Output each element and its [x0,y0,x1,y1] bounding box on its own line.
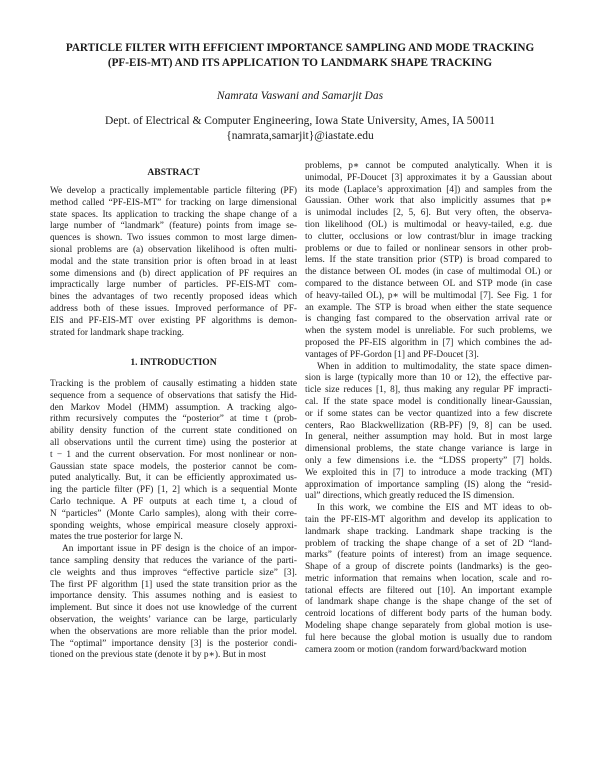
text-line: vantages of PF-Gordon [1] and PF-Doucet [3]. [305,349,479,360]
text-line: importance density. This assumes nothing and is easiest to [50,591,297,602]
department: Dept. of Electrical & Computer Engineering, Iowa State University, Ames, IA 50011 [104,115,496,127]
paragraph [50,379,297,544]
text-line: When in addition to multimodality, the state space dimen- [317,361,552,372]
text-line: The first PF algorithm [1] used the state transition prior as the [50,579,297,590]
text-line: approximation of importance sampling (IS) along the “resid- [305,479,552,490]
text-line: dimensional problems, the state change variance is large in [305,444,552,455]
email: {namrata,samarjit}@iastate.edu [226,129,374,142]
text-line: to clutter, occlusions or low contrast/blur in image tracking [305,231,552,242]
text-line: EIS and PF-EIS-MT over existing PF algorithms is demon- [50,315,297,326]
text-line: Gaussian state space models, the posterior cannot be com- [50,461,297,472]
paper-title [20,41,580,71]
text-line: all observations until the current time) using the posterior at [50,437,297,448]
text-line: method called “PF-EIS-MT” for tracking on large dimensional [50,197,297,208]
text-line: puted analytically. But, it can be efficiently approximated us- [50,473,297,484]
text-line: We exploited this in [7] to introduce a mode tracking (MT) [305,467,552,478]
text-line: camera zoom or motion (random forward/backward motion [305,644,527,655]
text-line: problems or due to failed or nonlinear sensors in other prob- [305,243,552,254]
text-line: centers, Rao Blackwellization (RB-PF) [9, 8] can be used. [305,420,552,431]
text-line: Shape of a group of discrete points (landmarks) is the geo- [305,562,552,573]
text-line: implement. But since it does not use knowledge of the current [50,603,297,614]
text-line: ability density function of the current state conditioned on [50,426,297,437]
text-line: large number of “landmark” (feature) points from image se- [50,221,297,232]
text-line: when the system model is unreliable. For such problems, we [305,326,552,337]
title-line: (PF-EIS-MT) AND ITS APPLICATION TO LANDMARK SHAPE TRACKING [107,57,493,69]
text-line: an example. The STP is broad when either the state sequence [305,302,552,313]
text-line: sional problems are (a) observation likelihood is often multi- [50,244,297,255]
text-line: ing the particle filter (PF) [1, 2] which is a sequential Monte [50,485,297,496]
text-line: state spaces. Its application to tracking the shape change of a [50,209,297,220]
text-line: quences is shown. Two issues common to most large dimen- [50,233,297,244]
text-line: Tracking is the problem of causally estimating a hidden state [50,379,297,389]
paragraph [50,544,297,662]
text-line: its mode (Laplace’s approximation [4]) and samples from the [305,184,552,195]
text-line: rithm recursively computes the “posterior” at time t (prob- [50,414,297,425]
text-line: metric information that remains when location, scale and ro- [305,573,552,584]
introduction-heading: 1. INTRODUCTION [130,357,217,368]
text-line: In this work, we combine the EIS and MT ideas to ob- [317,503,552,514]
text-line: cle weights and thus improves “effective particle size” [3]. [50,567,297,578]
paragraph [305,503,552,656]
text-line: ticle size reduces [1, 8], thus making any regular PF impracti- [305,385,552,396]
abstract-heading: ABSTRACT [147,167,200,178]
affiliation [0,114,600,143]
text-line: sion is large (typically more than 10 or 12), the effective par- [305,373,552,384]
text-line: some dimensions and (b) direct application of PF requires an [50,268,297,279]
text-line: N “particles” (Monte Carlo samples), along with their corre- [50,508,297,519]
text-line: tioned on the previous state (denote it by p∗). But in most [50,650,266,661]
text-line: tance sampling density that reduces the variance of the parti- [50,555,297,566]
text-line: landmark shape tracking. Landmark shape tracking is the [305,526,552,537]
text-line: Gaussian. Other work that also implicitly assumes that p∗ [305,196,552,207]
abstract-body [50,186,297,339]
text-line: problem of tracking the shape change of a set of 2D “land- [305,538,552,549]
text-line: We develop a practically implementable particle filtering (PF) [50,186,297,196]
text-line: tion likelihood (OL) is multimodal or heavy-tailed, e.g. due [305,219,552,230]
text-line: address both of these issues. Improved performance of PF- [50,303,297,314]
text-line: ual” directions, which greatly reduced the IS dimension. [305,491,515,502]
text-line: mates the true posterior for large N. [50,532,183,543]
text-line: bines the advantages of two recently proposed ideas which [50,292,297,303]
text-line: lems. If the state transition prior (STP) is broad compared to [305,255,552,266]
authors: Namrata Vaswani and Samarjit Das [216,90,384,102]
text-line: The “optimal” importance density [3] is the posterior condi- [50,638,297,649]
text-line: impractically large number of particles. PF-EIS-MT com- [50,280,297,291]
text-line: is changing fast compared to the observation arrival rate or [305,314,552,325]
text-line: ful here because the global motion is usually due to random [305,632,552,643]
text-line: t − 1 and the current observation. For most nonlinear or non- [50,449,297,460]
text-line: problems, p∗ cannot be computed analytically. When it is [305,161,552,171]
text-line: observation, the weights’ variance can be large, particularly [50,614,297,625]
text-line: Carlo technique. A PF outputs at each time t, a cloud of [50,496,297,507]
text-line: An important issue in PF design is the choice of an impor- [62,544,297,555]
introduction-left-column [50,379,297,662]
text-line: modal and the state transition prior is often broad in at least [50,256,297,267]
text-line: marks” (feature points of interest) from an image sequence. [305,550,552,561]
paragraph [305,161,552,362]
text-line: or if some states can be vector quantized into a few discrete [305,408,552,419]
text-line: sponding weights, whose empirical measure closely approxi- [50,520,297,531]
text-line: is unimodal includes [2, 5, 6]. But very often, the observa- [305,208,552,219]
text-line: tational effects are filtered out [10]. An important example [305,585,552,596]
text-line: proposed the PF-EIS algorithm in [7] which combines the ad- [305,337,552,348]
text-line: when the observations are more reliable than the prior model. [50,626,297,637]
text-line: sequence from a sequence of observations that satisfy the Hid- [50,390,297,401]
paragraph [50,186,297,339]
text-line: only a few dimensions i.e. the “LDSS property” [7] holds. [305,455,552,466]
title-line: PARTICLE FILTER WITH EFFICIENT IMPORTANCE SAMPLING AND MODE TRACKING [65,42,535,54]
paragraph [305,362,552,504]
text-line: cal. If the state space model is conditionally linear-Gaussian, [305,396,552,407]
text-line: tain the PF-EIS-MT algorithm and develop its application to [305,514,552,525]
text-line: centroid locations of different body parts of the human body. [305,609,552,620]
introduction-right-column [305,161,552,656]
text-line: the distance between OL modes (in case of multimodal OL) or [305,267,552,278]
text-line: of heavy-tailed OL), p∗ will be multimodal [7]. See Fig. 1 for [305,290,552,301]
text-line: In general, neither assumption may hold. But in most large [305,432,552,443]
text-line: Modeling shape change separately from global motion is use- [305,621,552,632]
text-line: strated for landmark shape tracking. [50,327,184,338]
text-line: unimodal, PF-Doucet [3] approximates it by a Gaussian about [305,172,552,183]
text-line: of landmark shape change is the shape change of the set of [305,597,552,608]
text-line: compared to the distance between OL and STP mode (in case [305,278,552,289]
text-line: den Markov Model (HMM) assumption. A tracking algo- [50,402,297,413]
